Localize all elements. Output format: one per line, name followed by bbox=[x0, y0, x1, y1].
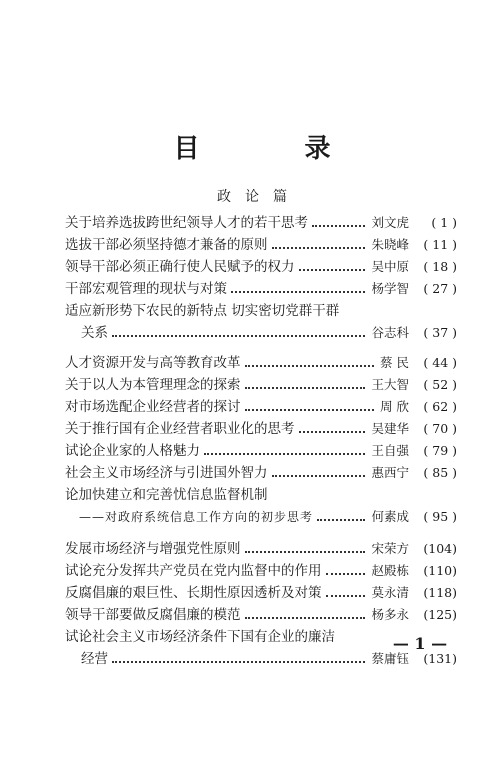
section-heading: 政论篇 bbox=[217, 189, 301, 205]
toc-group-2 bbox=[65, 352, 457, 528]
entry-author: 蔡 民 bbox=[380, 355, 409, 370]
toc-entry[interactable] bbox=[65, 256, 457, 278]
entry-title: 干部宏观管理的现状与对策 bbox=[65, 281, 227, 297]
entry-title: 发展市场经济与增强党性原则 bbox=[65, 541, 241, 557]
entry-page: ( 1 ) bbox=[431, 215, 457, 230]
entry-title: 反腐倡廉的艰巨性、长期性原因透析及对策 bbox=[65, 585, 322, 601]
entry-author: 惠西宁 bbox=[371, 465, 409, 480]
page-number: — 1 — bbox=[392, 634, 448, 653]
entry-title: 选拔干部必须坚持德才兼备的原则 bbox=[65, 237, 268, 253]
toc-entry-title-line[interactable] bbox=[65, 484, 457, 506]
dot-leader bbox=[299, 425, 366, 433]
dot-leader bbox=[326, 589, 366, 597]
dot-leader bbox=[204, 447, 365, 455]
entry-page: ( 44 ) bbox=[423, 355, 457, 370]
toc-entry[interactable] bbox=[65, 440, 457, 462]
entry-author: 刘文虎 bbox=[371, 215, 409, 230]
entry-title: 领导干部必须正确行使人民赋予的权力 bbox=[65, 259, 295, 275]
entry-page: ( 85 ) bbox=[423, 465, 457, 480]
entry-title: 社会主义市场经济与引进国外智力 bbox=[65, 465, 268, 481]
dot-leader bbox=[317, 513, 365, 521]
entry-title: 领导干部要做反腐倡廉的模范 bbox=[65, 607, 241, 623]
entry-title-continuation: 经营 bbox=[81, 651, 108, 667]
toc-entry[interactable] bbox=[65, 396, 457, 418]
toc-entry[interactable] bbox=[65, 212, 457, 234]
dot-leader bbox=[112, 655, 365, 663]
dot-leader bbox=[245, 359, 375, 367]
entry-page: (125) bbox=[423, 607, 457, 622]
entry-title: 关于培养选拔跨世纪领导人才的若干思考 bbox=[65, 215, 308, 231]
toc-entry[interactable] bbox=[65, 352, 457, 374]
entry-subtitle: ——对政府系统信息工作方向的初步思考 bbox=[79, 510, 314, 524]
entry-page: ( 95 ) bbox=[423, 509, 457, 524]
dot-leader bbox=[245, 545, 366, 553]
entry-author: 蔡庸钰 bbox=[371, 651, 409, 666]
dot-leader bbox=[272, 241, 366, 249]
toc-entry[interactable] bbox=[65, 418, 457, 440]
entry-author: 谷志科 bbox=[371, 325, 409, 340]
entry-page: ( 27 ) bbox=[423, 281, 457, 296]
entry-page: ( 79 ) bbox=[423, 443, 457, 458]
entry-title: 适应新形势下农民的新特点 切实密切党群干群 bbox=[65, 303, 340, 319]
toc-entry[interactable] bbox=[65, 278, 457, 300]
entry-title: 关于推行国有企业经营者职业化的思考 bbox=[65, 421, 295, 437]
toc-entry[interactable] bbox=[65, 604, 457, 626]
entry-author: 吴中原 bbox=[371, 259, 409, 274]
entry-author: 宋荣方 bbox=[371, 541, 409, 556]
toc-entry[interactable] bbox=[65, 560, 457, 582]
entry-author: 何素成 bbox=[371, 509, 409, 524]
dot-leader bbox=[245, 403, 375, 411]
entry-author: 赵殿栋 bbox=[371, 563, 409, 578]
dot-leader bbox=[245, 611, 366, 619]
dot-leader bbox=[326, 567, 366, 575]
page-title: 目 录 bbox=[173, 134, 379, 164]
dot-leader bbox=[299, 263, 366, 271]
entry-author: 吴建华 bbox=[371, 421, 409, 436]
toc-entry[interactable] bbox=[65, 582, 457, 604]
entry-title: 对市场选配企业经营者的探讨 bbox=[65, 399, 241, 415]
entry-page: ( 18 ) bbox=[423, 259, 457, 274]
toc-group-1 bbox=[65, 212, 457, 344]
entry-author: 王大智 bbox=[371, 377, 409, 392]
toc-entry-subtitle[interactable] bbox=[65, 506, 457, 528]
dot-leader bbox=[231, 285, 365, 293]
entry-page: ( 37 ) bbox=[423, 325, 457, 340]
toc-entry[interactable] bbox=[65, 234, 457, 256]
entry-author: 王自强 bbox=[371, 443, 409, 458]
toc-entry-continuation[interactable] bbox=[65, 322, 457, 344]
entry-title: 试论企业家的人格魅力 bbox=[65, 443, 200, 459]
dot-leader bbox=[272, 469, 366, 477]
toc-entry[interactable] bbox=[65, 374, 457, 396]
entry-title: 试论社会主义市场经济条件下国有企业的廉洁 bbox=[65, 629, 335, 645]
entry-page: (131) bbox=[423, 651, 457, 666]
entry-page: ( 62 ) bbox=[423, 399, 457, 414]
entry-page: ( 70 ) bbox=[423, 421, 457, 436]
toc-entry-title-line[interactable] bbox=[65, 300, 457, 322]
dot-leader bbox=[245, 381, 366, 389]
entry-author: 朱晓峰 bbox=[371, 237, 409, 252]
entry-page: ( 11 ) bbox=[423, 237, 457, 252]
entry-title: 论加快建立和完善忧信息监督机制 bbox=[65, 487, 268, 503]
entry-page: (110) bbox=[423, 563, 457, 578]
entry-page: ( 52 ) bbox=[423, 377, 457, 392]
dot-leader bbox=[312, 219, 365, 227]
entry-page: (118) bbox=[423, 585, 457, 600]
toc-entry[interactable] bbox=[65, 538, 457, 560]
entry-author: 周 欣 bbox=[380, 399, 409, 414]
dot-leader bbox=[112, 329, 365, 337]
entry-title: 试论充分发挥共产党员在党内监督中的作用 bbox=[65, 563, 322, 579]
entry-title: 人才资源开发与高等教育改革 bbox=[65, 355, 241, 371]
toc-entry[interactable] bbox=[65, 462, 457, 484]
entry-title: 关于以人为本管理理念的探索 bbox=[65, 377, 241, 393]
entry-title-continuation: 关系 bbox=[81, 325, 108, 341]
entry-author: 莫永清 bbox=[371, 585, 409, 600]
entry-author: 杨多永 bbox=[371, 607, 409, 622]
entry-author: 杨学智 bbox=[371, 281, 409, 296]
entry-page: (104) bbox=[423, 541, 457, 556]
